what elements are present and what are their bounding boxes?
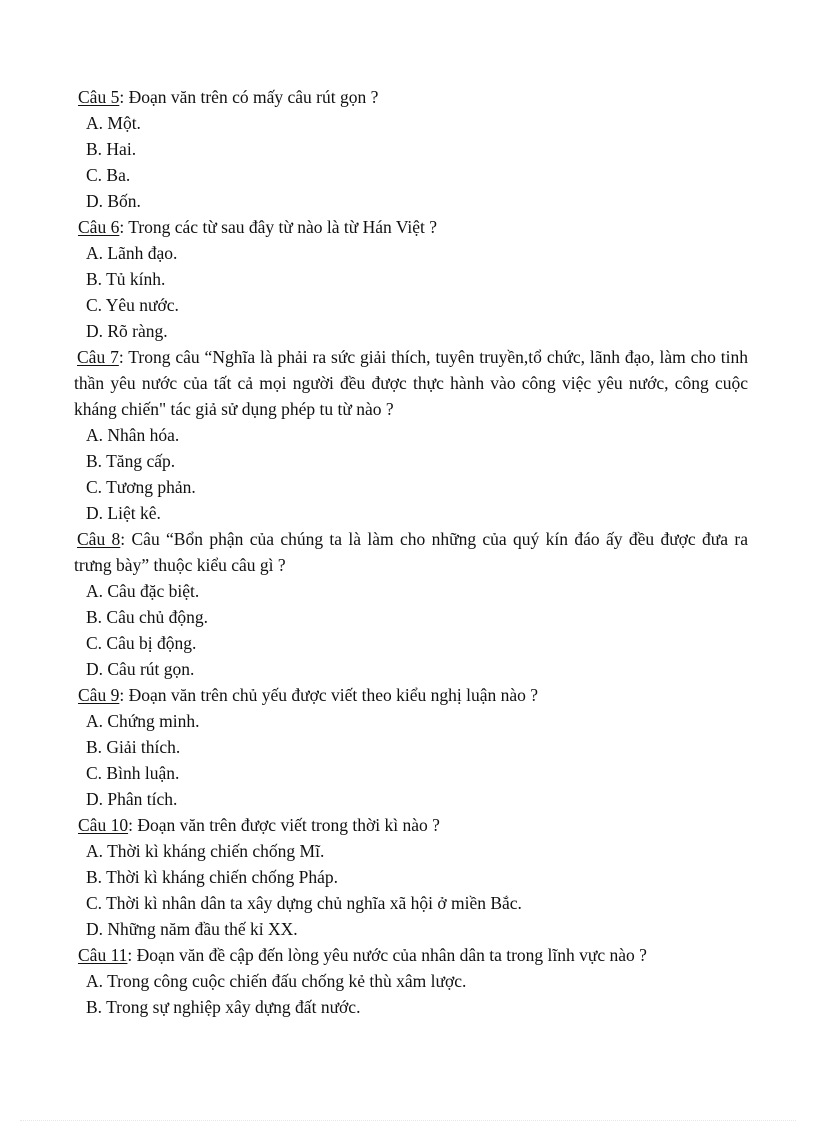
option-10c: C. Thời kì nhân dân ta xây dựng chủ nghĩa xã hội ở miền Bắc. (86, 893, 522, 913)
question-number: Câu 7 (77, 347, 119, 367)
page-bottom-divider (20, 1120, 796, 1121)
question-number: Câu 8 (77, 529, 121, 549)
question-number: Câu 10 (78, 815, 129, 835)
option-6b: B. Tủ kính. (86, 269, 166, 289)
option-8a: A. Câu đặc biệt. (86, 581, 200, 601)
question-9 (78, 682, 748, 708)
option-10a: A. Thời kì kháng chiến chống Mĩ. (86, 841, 325, 861)
question-text: : Trong các từ sau đây từ nào là từ Hán Việt ? (119, 217, 438, 237)
option-9b: B. Giải thích. (86, 737, 181, 757)
question-number: Câu 6 (78, 217, 120, 237)
question-number: Câu 5 (78, 87, 120, 107)
quiz-content (74, 84, 749, 1020)
question-text: : Đoạn văn trên có mấy câu rút gọn ? (119, 87, 379, 107)
question-text: : Câu “Bổn phận của chúng ta là làm cho những của quý kín đáo ấy đều được đưa ra trưng bày” thuộc kiểu câu gì ? (74, 529, 748, 575)
option-8d: D. Câu rút gọn. (86, 659, 195, 679)
option-7a: A. Nhân hóa. (86, 425, 180, 445)
option-6d: D. Rõ ràng. (86, 321, 168, 341)
option-5a: A. Một. (86, 113, 141, 133)
question-8 (74, 526, 748, 578)
question-10 (78, 812, 748, 838)
option-9a: A. Chứng minh. (86, 711, 200, 731)
option-9c: C. Bình luận. (86, 763, 180, 783)
question-text: : Đoạn văn đề cập đến lòng yêu nước của nhân dân ta trong lĩnh vực nào ? (127, 945, 647, 965)
option-11b: B. Trong sự nghiệp xây dựng đất nước. (86, 997, 361, 1017)
question-5 (78, 84, 748, 110)
question-7 (74, 344, 748, 422)
question-6 (78, 214, 748, 240)
question-text: : Đoạn văn trên chủ yếu được viết theo kiểu nghị luận nào ? (119, 685, 539, 705)
option-8b: B. Câu chủ động. (86, 607, 209, 627)
option-7c: C. Tương phản. (86, 477, 196, 497)
option-10d: D. Những năm đầu thế kỉ XX. (86, 919, 298, 939)
option-11a: A. Trong công cuộc chiến đấu chống kẻ thù xâm lược. (86, 971, 467, 991)
question-11 (78, 942, 748, 968)
option-7d: D. Liệt kê. (86, 503, 161, 523)
option-7b: B. Tăng cấp. (86, 451, 176, 471)
question-text: : Đoạn văn trên được viết trong thời kì nào ? (128, 815, 440, 835)
option-10b: B. Thời kì kháng chiến chống Pháp. (86, 867, 338, 887)
option-6c: C. Yêu nước. (86, 295, 179, 315)
question-number: Câu 11 (78, 945, 128, 965)
question-number: Câu 9 (78, 685, 120, 705)
option-5c: C. Ba. (86, 165, 131, 185)
question-text: : Trong câu “Nghĩa là phải ra sức giải thích, tuyên truyền,tổ chức, lãnh đạo, làm cho tinh thần yêu nước của tất cả mọi người đều được thực hành vào công việc yêu nước, công cuộc kháng chiến" tác giả sử dụng phép tu từ nào ? (74, 347, 749, 419)
option-5d: D. Bốn. (86, 191, 141, 211)
option-9d: D. Phân tích. (86, 789, 178, 809)
option-5b: B. Hai. (86, 139, 137, 159)
option-8c: C. Câu bị động. (86, 633, 197, 653)
option-6a: A. Lãnh đạo. (86, 243, 178, 263)
